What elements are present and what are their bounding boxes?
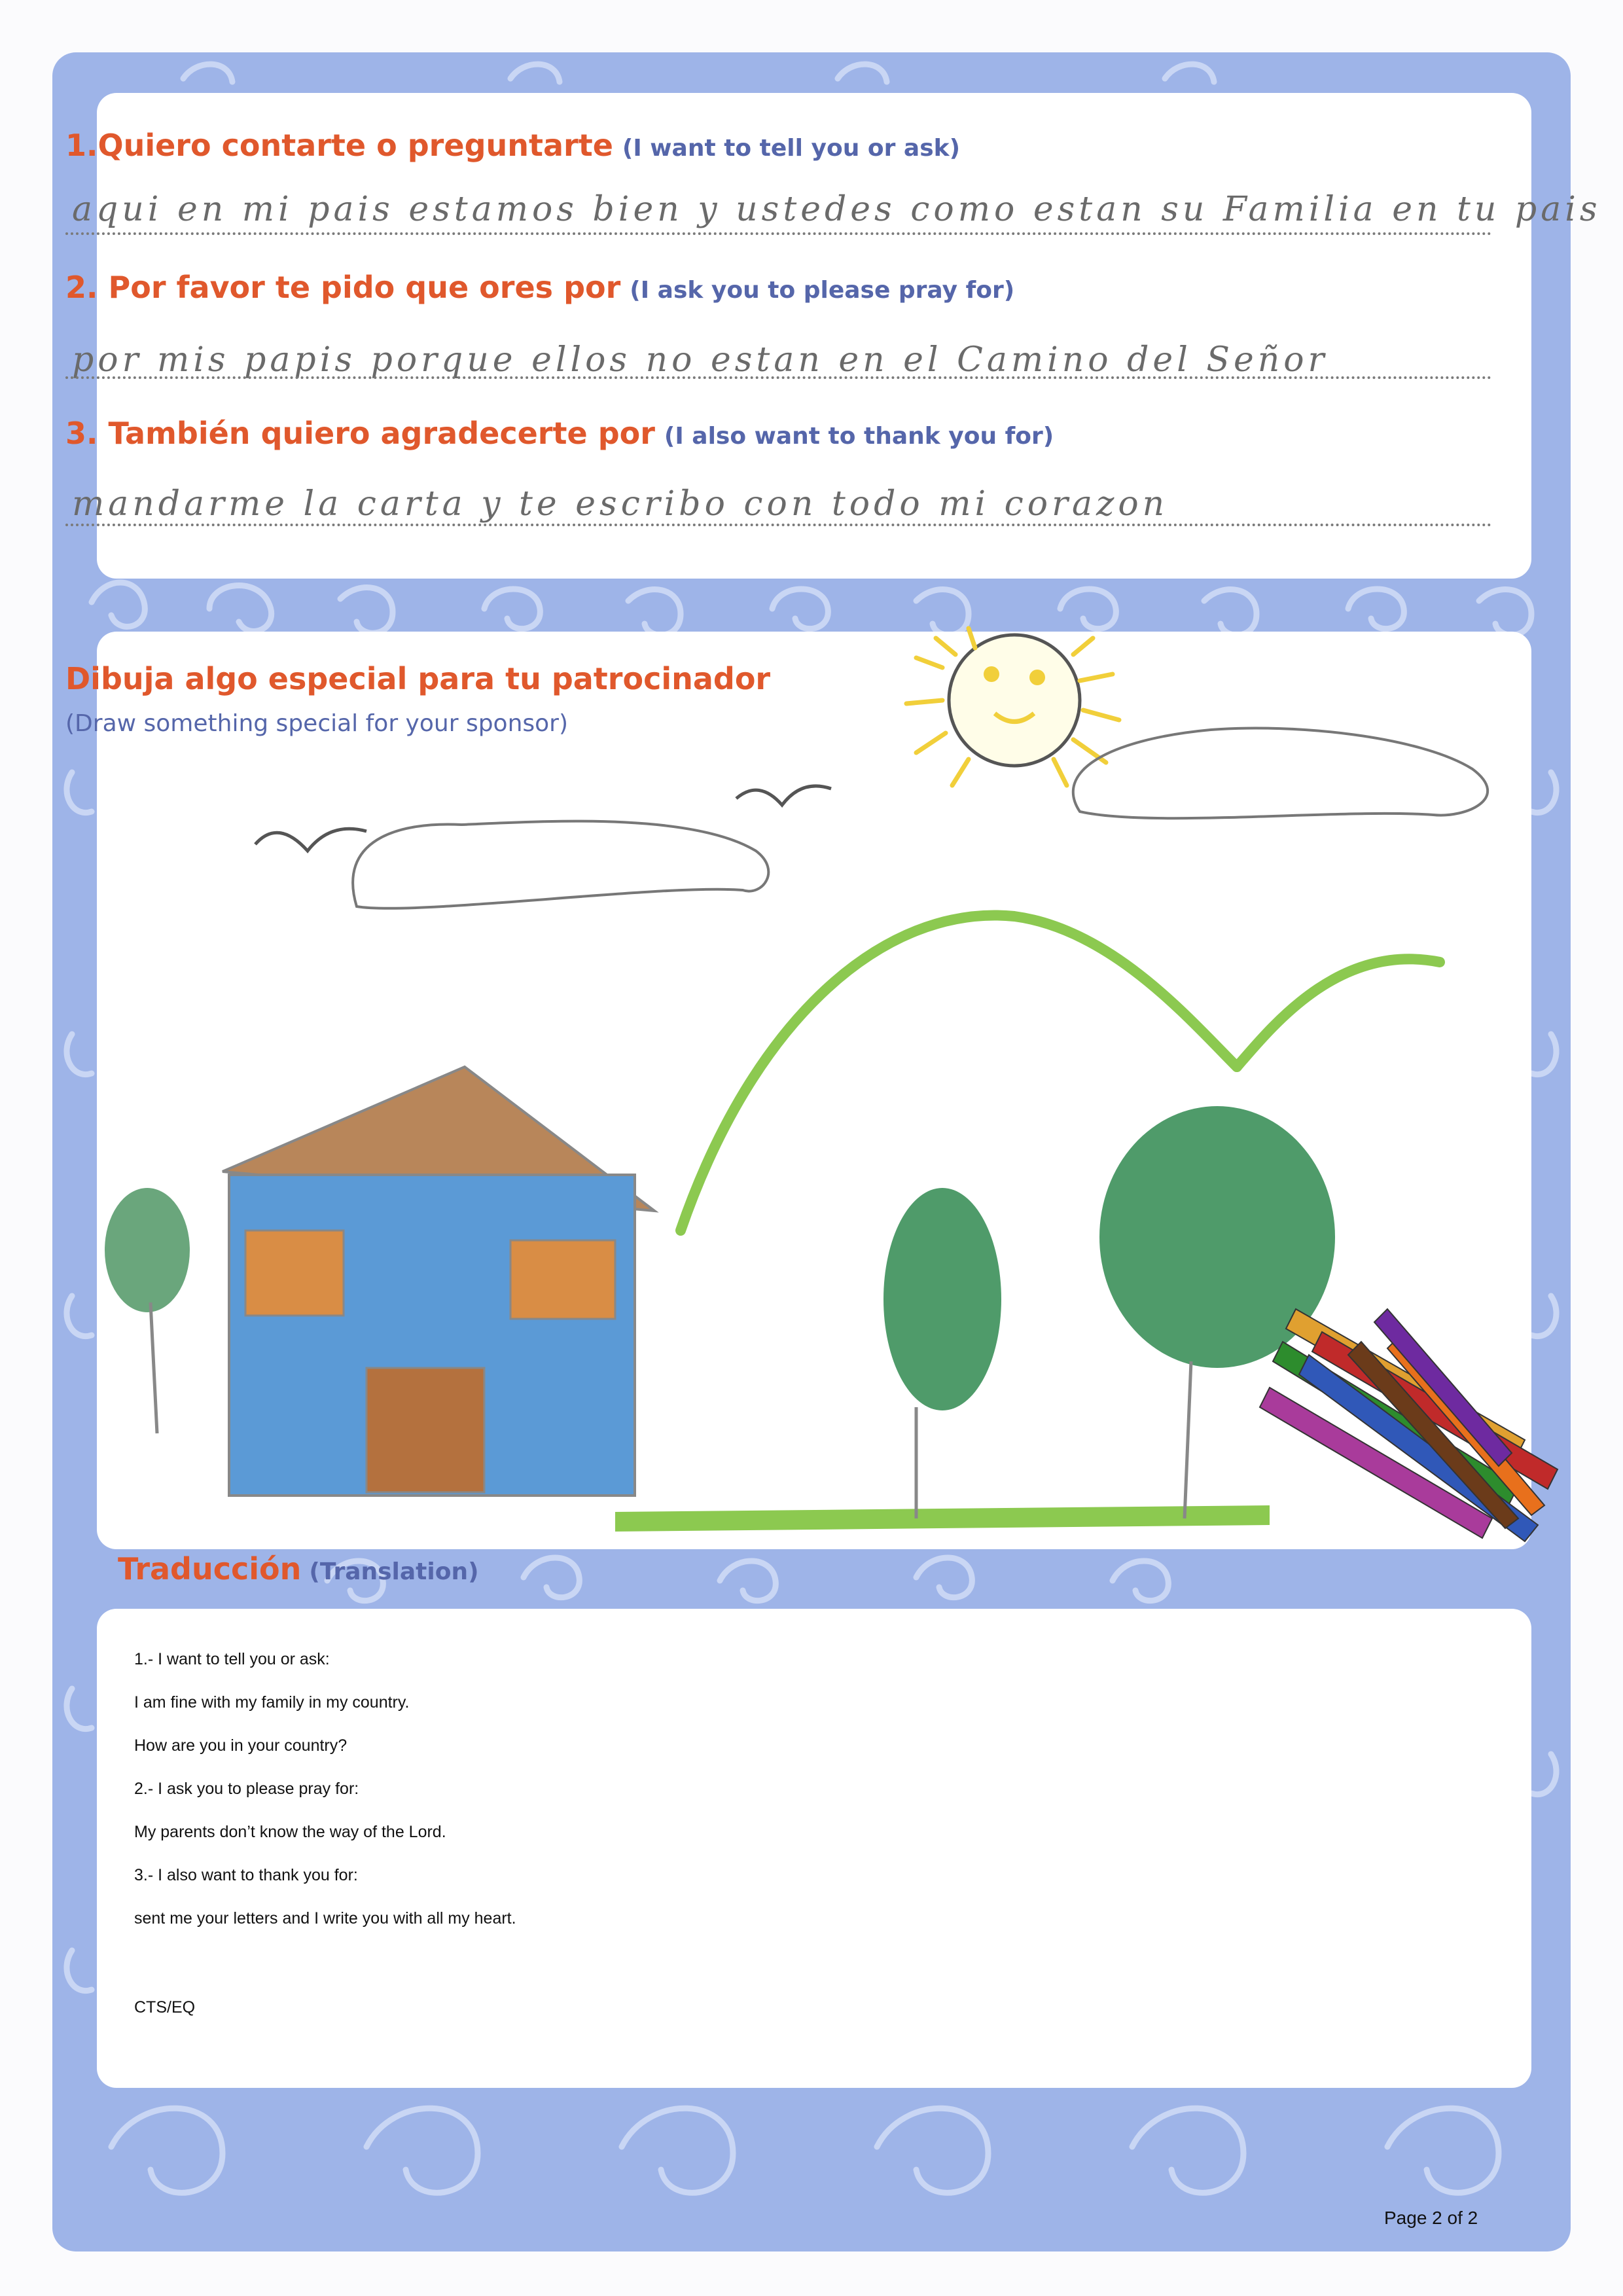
question-3-prompt-english: (I also want to thank you for) (664, 423, 1054, 450)
question-2-answer: por mis papis porque ellos no estan en el Camino del Señor (72, 340, 1329, 380)
question-3-answer: mandarme la carta y te escribo con todo mi corazon (72, 484, 1169, 524)
translation-line: 2.- I ask you to please pray for: (134, 1780, 359, 1798)
translation-line: How are you in your country? (134, 1736, 348, 1755)
colored-pencils-illustration (1260, 1309, 1558, 1541)
translation-heading-english: (Translation) (309, 1558, 479, 1585)
translation-lines (134, 1649, 516, 1952)
house-drawing (223, 1067, 654, 1496)
translation-heading (118, 1551, 479, 1587)
bird-right (736, 786, 831, 805)
sun-drawing (906, 628, 1119, 785)
hills-drawing (681, 915, 1440, 1230)
bird-left (255, 829, 366, 851)
question-2-prompt-english: (I ask you to please pray for) (630, 277, 1015, 304)
child-drawing (52, 52, 1571, 1571)
drawing-section-subtitle: (Draw something special for your sponsor) (65, 710, 569, 737)
translation-line: My parents don’t know the way of the Lord. (134, 1823, 446, 1841)
translator-code: CTS/EQ (134, 1998, 196, 2017)
translation-line: 3.- I also want to thank you for: (134, 1866, 358, 1884)
cloud-left (353, 821, 768, 908)
question-2-prompt: 2. Por favor te pido que ores por (65, 270, 621, 305)
translation-line: I am fine with my family in my country. (134, 1693, 410, 1712)
translation-line: sent me your letters and I write you with all my heart. (134, 1909, 516, 1928)
grass-drawing (615, 1505, 1270, 1532)
question-1-answer: aqui en mi pais estamos bien y ustedes como estan su Familia en tu pais (72, 190, 1601, 229)
page-number: Page 2 of 2 (1384, 2208, 1478, 2228)
question-1-prompt-english: (I want to tell you or ask) (622, 135, 961, 162)
translation-line: 1.- I want to tell you or ask: (134, 1650, 330, 1668)
question-3-prompt: 3. También quiero agradecerte por (65, 416, 655, 451)
drawing-section-title: Dibuja algo especial para tu patrocinador (65, 661, 771, 696)
translation-heading-spanish: Traducción (118, 1551, 302, 1587)
cloud-right (1073, 728, 1488, 819)
question-1-prompt: 1.Quiero contarte o preguntarte (65, 128, 613, 163)
